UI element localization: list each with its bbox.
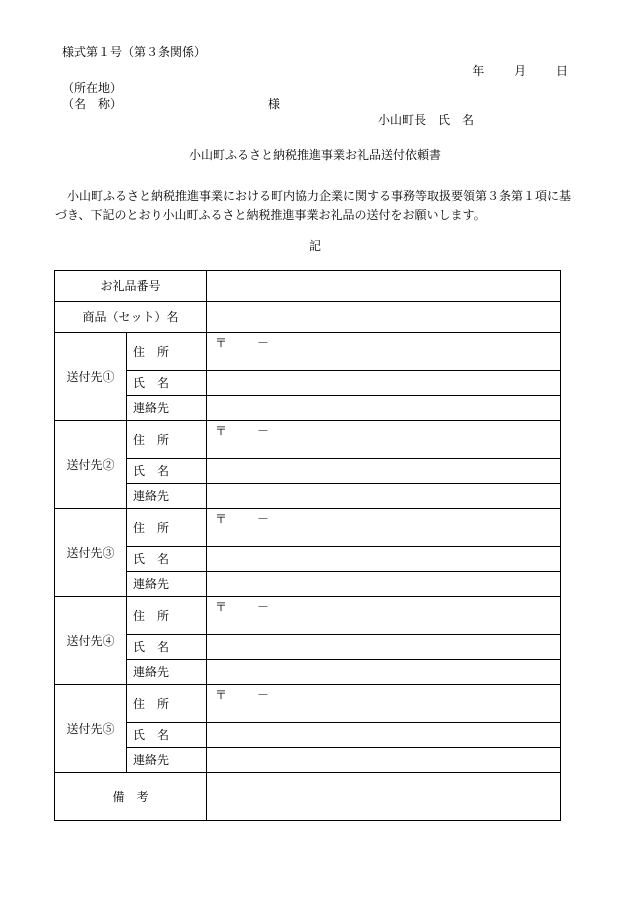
contact-label: 連絡先 (127, 660, 207, 685)
recipient-3-address-row (55, 509, 561, 547)
recipient-4-address-row (55, 597, 561, 635)
recipient-3-label: 送付先③ (55, 509, 127, 597)
form-number: 様式第１号（第３条関係） (62, 45, 207, 59)
recipient-5-contact-field[interactable] (207, 748, 561, 773)
recipient-2-label: 送付先② (55, 421, 127, 509)
recipient-2-name-row (55, 459, 561, 484)
address-label: 住 所 (127, 333, 207, 371)
recipient-5-name-field[interactable] (207, 723, 561, 748)
contact-label: 連絡先 (127, 396, 207, 421)
name-label: （名 称） (62, 97, 123, 111)
postal-dash: － (257, 424, 270, 438)
recipient-4-contact-field[interactable] (207, 660, 561, 685)
recipient-2-contact-row (55, 484, 561, 509)
year-label: 年 (472, 64, 485, 78)
address-label: 住 所 (127, 509, 207, 547)
postal-dash: － (257, 600, 270, 614)
contact-label: 連絡先 (127, 748, 207, 773)
remarks-row (55, 773, 561, 821)
recipient-3-contact-row (55, 572, 561, 597)
request-form-table (54, 270, 561, 821)
recipient-2-address-row (55, 421, 561, 459)
recipient-5-name-row (55, 723, 561, 748)
postal-mark: 〒 (215, 512, 228, 526)
gift-number-label: お礼品番号 (55, 271, 207, 302)
body-text: 小山町ふるさと納税推進事業における町内協力企業に関する事務等取扱要領第３条第１項に基づき、下記のとおり小山町ふるさと納税推進事業お礼品の送付をお願いします。 (55, 189, 572, 222)
postal-mark: 〒 (215, 336, 228, 350)
recipient-4-address-field[interactable] (207, 597, 561, 635)
remarks-field[interactable] (207, 773, 561, 821)
recipient-1-name-row (55, 371, 561, 396)
product-row (55, 302, 561, 333)
recipient-3-name-row (55, 547, 561, 572)
recipient-3-address-field[interactable] (207, 509, 561, 547)
recipient-3-name-field[interactable] (207, 547, 561, 572)
address-label: 住 所 (127, 597, 207, 635)
recipient-1-name-field[interactable] (207, 371, 561, 396)
name-label: 氏 名 (127, 723, 207, 748)
ki-marker: 記 (308, 239, 321, 253)
recipient-5-address-row (55, 685, 561, 723)
gift-number-field[interactable] (207, 271, 561, 302)
contact-label: 連絡先 (127, 484, 207, 509)
recipient-1-label: 送付先① (55, 333, 127, 421)
recipient-1-address-field[interactable] (207, 333, 561, 371)
address-label: 住 所 (127, 685, 207, 723)
recipient-5-address-field[interactable] (207, 685, 561, 723)
address-label: 住 所 (127, 421, 207, 459)
recipient-4-contact-row (55, 660, 561, 685)
name-label: 氏 名 (127, 371, 207, 396)
product-label: 商品（セット）名 (55, 302, 207, 333)
postal-dash: － (257, 336, 270, 350)
name-label: 氏 名 (127, 547, 207, 572)
name-label: 氏 名 (127, 459, 207, 484)
recipient-1-address-row (55, 333, 561, 371)
contact-label: 連絡先 (127, 572, 207, 597)
postal-mark: 〒 (215, 424, 228, 438)
day-label: 日 (555, 64, 568, 78)
recipient-5-label: 送付先⑤ (55, 685, 127, 773)
postal-dash: － (257, 512, 270, 526)
recipient-1-contact-field[interactable] (207, 396, 561, 421)
recipient-2-name-field[interactable] (207, 459, 561, 484)
honorific: 様 (268, 97, 281, 111)
signer: 小山町長 氏 名 (378, 113, 475, 127)
address-label: （所在地） (62, 81, 123, 95)
recipient-4-label: 送付先④ (55, 597, 127, 685)
recipient-2-address-field[interactable] (207, 421, 561, 459)
recipient-1-contact-row (55, 396, 561, 421)
month-label: 月 (514, 64, 527, 78)
recipient-3-contact-field[interactable] (207, 572, 561, 597)
name-label: 氏 名 (127, 635, 207, 660)
product-field[interactable] (207, 302, 561, 333)
postal-dash: － (257, 688, 270, 702)
remarks-label: 備 考 (55, 773, 207, 821)
postal-mark: 〒 (215, 600, 228, 614)
recipient-4-name-field[interactable] (207, 635, 561, 660)
recipient-5-contact-row (55, 748, 561, 773)
recipient-2-contact-field[interactable] (207, 484, 561, 509)
postal-mark: 〒 (215, 688, 228, 702)
date-line (446, 65, 568, 77)
gift-number-row (55, 271, 561, 302)
document-title: 小山町ふるさと納税推進事業お礼品送付依頼書 (188, 148, 441, 162)
recipient-4-name-row (55, 635, 561, 660)
